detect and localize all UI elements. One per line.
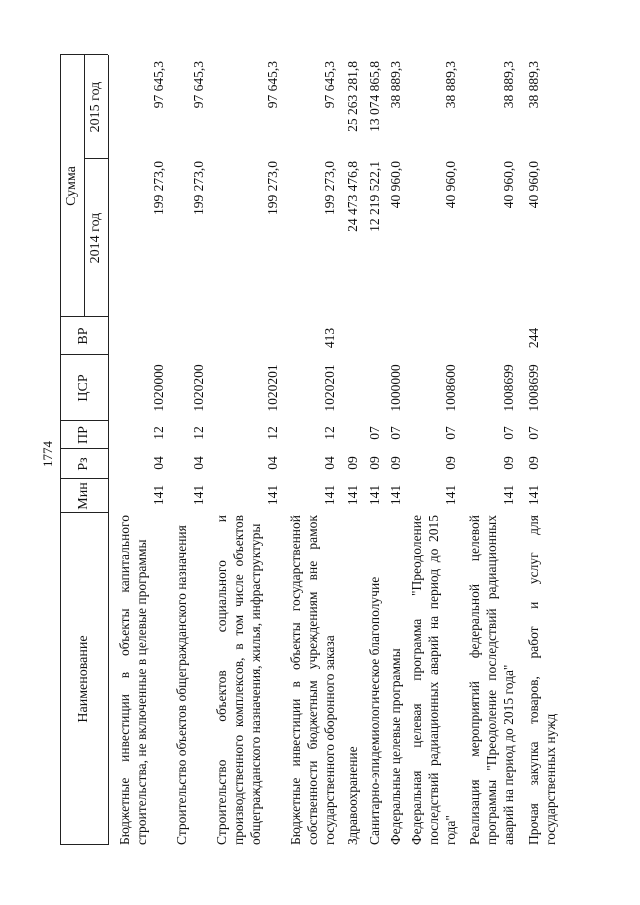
row-csr: 1008699 <box>501 364 516 412</box>
row-name: Прочая закупка товаров, работ и услуг для государственных нужд <box>526 515 558 845</box>
row-rz: 04 <box>191 456 206 470</box>
row-min: 141 <box>265 484 280 506</box>
row-min: 141 <box>443 484 458 506</box>
row-min: 141 <box>501 484 516 506</box>
row-rz: 04 <box>322 456 337 470</box>
row-rz: 09 <box>367 456 382 470</box>
row-name: Реализация мероприятий федеральной целевой программы "Преодоление последствий радиационных аварий на период до 2015 года" <box>467 515 516 845</box>
row-2014: 40 960,0 <box>501 161 516 209</box>
row-min: 141 <box>191 484 206 506</box>
row-csr: 1020200 <box>191 364 206 412</box>
row-rz: 04 <box>151 456 166 470</box>
row-name: Федеральные целевые программы <box>388 648 403 845</box>
row-rz: 04 <box>265 456 280 470</box>
row-name: Здравоохранение <box>345 746 360 845</box>
row-pr: 12 <box>265 426 280 440</box>
row-pr: 12 <box>151 426 166 440</box>
row-rz: 09 <box>501 456 516 470</box>
row-name: Бюджетные инвестиции в объекты государственной собственности бюджетным учреждениям вне рамок государственного оборонного заказа <box>288 515 337 845</box>
row-2015: 38 889,3 <box>526 61 541 109</box>
row-2015: 38 889,3 <box>443 61 458 109</box>
row-csr: 1008699 <box>526 364 541 412</box>
row-2014: 199 273,0 <box>322 161 337 215</box>
row-2014: 199 273,0 <box>265 161 280 215</box>
row-pr: 12 <box>322 426 337 440</box>
row-name: Санитарно-эпидемиологическое благополучие <box>367 576 382 845</box>
row-csr: 1020201 <box>265 364 280 412</box>
row-rz: 09 <box>526 456 541 470</box>
header-vr: ВР <box>76 327 91 345</box>
row-pr: 07 <box>526 426 541 440</box>
header-2014: 2014 год <box>88 212 103 264</box>
row-2015: 13 074 865,8 <box>367 61 382 132</box>
row-rz: 09 <box>388 456 403 470</box>
row-rz: 09 <box>443 456 458 470</box>
row-2015: 97 645,3 <box>322 61 337 109</box>
row-2015: 38 889,3 <box>388 61 403 109</box>
page-number: 1774 <box>40 441 55 467</box>
row-2015: 97 645,3 <box>191 61 206 109</box>
row-vr: 244 <box>526 327 541 349</box>
row-pr: 07 <box>443 426 458 440</box>
header-min: Мин <box>76 482 91 510</box>
row-pr: 07 <box>367 426 382 440</box>
row-csr: 1020000 <box>151 364 166 412</box>
row-name: Бюджетные инвестиции в объекты капитального строительства, не включенные в целевые программы <box>117 515 149 845</box>
row-2015: 97 645,3 <box>151 61 166 109</box>
row-min: 141 <box>345 484 360 506</box>
row-min: 141 <box>526 484 541 506</box>
row-2014: 40 960,0 <box>443 161 458 209</box>
row-2014: 40 960,0 <box>526 161 541 209</box>
row-pr: 12 <box>191 426 206 440</box>
row-2014: 24 473 476,8 <box>345 161 360 232</box>
header-name: Наименование <box>76 635 91 723</box>
row-csr: 1000000 <box>388 364 403 412</box>
row-2015: 25 263 281,8 <box>345 61 360 132</box>
header-sum: Сумма <box>64 166 79 206</box>
header-csr: ЦСР <box>76 374 91 402</box>
header-2015: 2015 год <box>88 81 103 133</box>
header-pr: ПР <box>76 426 91 444</box>
row-csr: 1020201 <box>322 364 337 412</box>
row-name: Строительство объектов общегражданского назначения <box>174 525 189 845</box>
row-2015: 38 889,3 <box>501 61 516 109</box>
row-min: 141 <box>388 484 403 506</box>
row-min: 141 <box>367 484 382 506</box>
row-name: Федеральная целевая программа "Преодоление последствий радиационных аварий на период до 2015 года" <box>409 515 458 845</box>
row-2014: 40 960,0 <box>388 161 403 209</box>
header-bottom-border <box>108 55 109 845</box>
row-csr: 1008600 <box>443 364 458 412</box>
row-pr: 07 <box>501 426 516 440</box>
row-2014: 199 273,0 <box>151 161 166 215</box>
row-2014: 199 273,0 <box>191 161 206 215</box>
budget-table <box>60 55 590 845</box>
row-min: 141 <box>151 484 166 506</box>
header-rz: Рз <box>76 457 91 471</box>
row-vr: 413 <box>322 327 337 349</box>
row-pr: 07 <box>388 426 403 440</box>
row-name: Строительство объектов социального и производственного комплексов, в том числе объектов общегражданского назначения, жилья, инфраструктуры <box>214 515 263 845</box>
row-2014: 12 219 522,1 <box>367 161 382 232</box>
row-min: 141 <box>322 484 337 506</box>
row-2015: 97 645,3 <box>265 61 280 109</box>
row-rz: 09 <box>345 456 360 470</box>
